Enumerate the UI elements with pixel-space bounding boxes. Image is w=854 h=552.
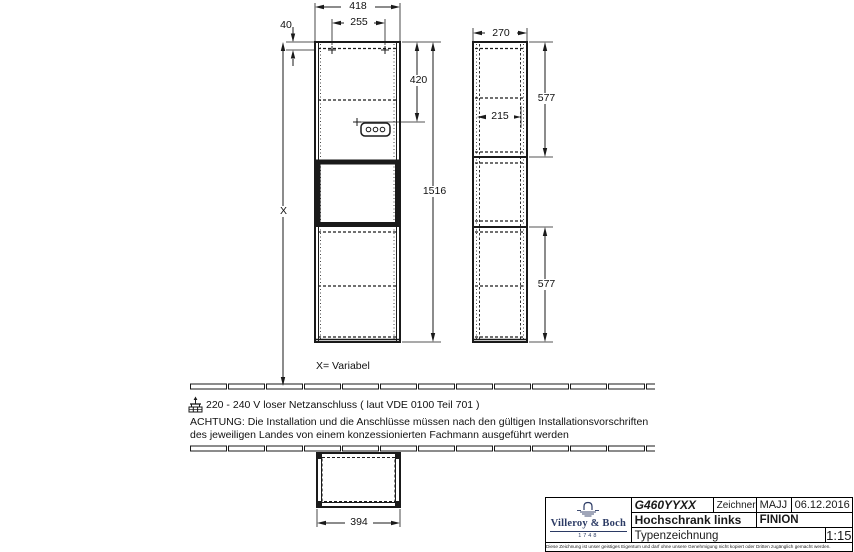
brand-logo [546,498,632,542]
side-view-linework [473,42,527,342]
dim-label-1516: 1516 [419,186,450,197]
socket-icon [353,118,390,136]
top-view-linework [317,453,400,507]
brand-name: Villeroy & Boch [550,518,627,532]
dim-label-394: 394 [345,517,373,528]
hanging-hole-marks [328,46,389,54]
front-view-linework [315,42,400,342]
dim-label-270: 270 [485,28,517,39]
dim-label-577-top: 577 [533,93,560,104]
dim-label-215: 215 [486,111,514,122]
drawing-scale: 1:15 [826,528,852,543]
dim-label-255: 255 [344,17,374,28]
product-name: Hochschrank links [632,513,757,527]
achtung-line1: ACHTUNG: Die Installation und die Anschlüsse müssen nach den gültigen Installationsvorschriften [190,416,649,428]
dim-label-577-bottom: 577 [533,279,560,290]
wall-hatch [190,446,655,452]
drawing-date: 06.12.2016 [794,499,850,511]
title-block-row-1 [632,498,852,513]
title-block [545,497,853,552]
side-view-dimensions [473,28,553,342]
variabel-label: X= Variabel [316,360,370,372]
brand-year: 1748 [578,533,599,540]
drawing-type: Typenzeichnung [632,528,826,543]
copyright-strip [546,542,852,551]
front-view-dimensions [281,3,441,386]
copyright-text: Diese Zeichnung ist unser geistiges Eigentum und darf ohne unsere Genehmigung nicht kopiert oder Dritten zugänglich gemacht werden. [546,544,831,550]
article-number: G460YYXX [632,498,714,512]
power-note: 220 - 240 V loser Netzanschluss ( laut VDE 0100 Teil 701 ) [206,399,480,411]
drawer-initials: MAJJ [757,498,792,512]
drawer-label: Zeichner [714,498,757,512]
product-series: FINION [759,514,799,526]
floor-hatch [190,384,655,390]
achtung-note [190,416,648,441]
title-block-main [546,498,852,542]
fountain-icon [576,501,600,518]
achtung-line2: des jeweiligen Landes von einem konzessionierten Fachmann ausgeführt werden [190,428,569,441]
dim-label-418: 418 [341,1,375,12]
plug-icon [189,397,202,413]
dim-label-x: X [275,206,292,217]
dim-label-40: 40 [280,19,292,31]
title-block-grid [632,498,852,542]
title-block-row-2 [632,513,852,528]
dim-label-420: 420 [405,75,432,86]
